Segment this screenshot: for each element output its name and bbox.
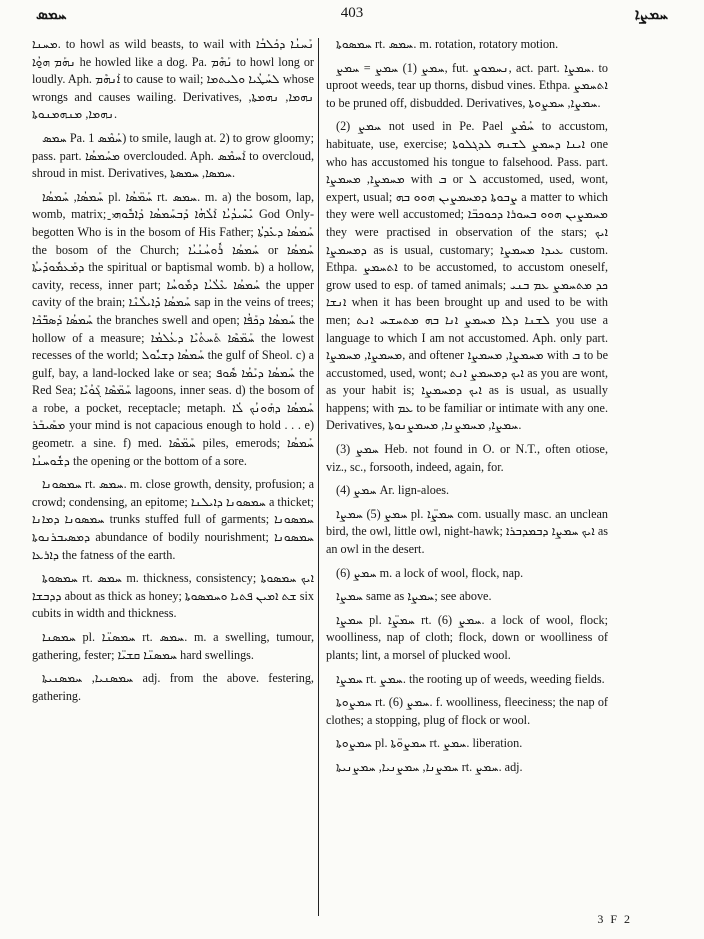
- entry: ܡܚܢܐ. to howl as wild beasts, to wail with ܢܰܚܢܳܐ ܕܟܰܠܒܳܐ ܢܗܰܡ ܗ̱ܘܳܐ he howled like a dog. Pa. ܢܰܗܶܡ to howl long or loudly. Aph. ܐܰܢܗܶܡ to cause to wail; ܠܚܰܛܳܝܐ ܘܠܝܬܡܐ whose wrongs and causes wailing. Derivatives, ܢܗܡܐ, ܢܗܡܬܐ, ܢܗܡܐ, ܡܢܗܡܢܘܬܐ.: [32, 37, 314, 122]
- entry: ܚܡܣܘܬܐ rt. ܚܡܣ. m. rotation, rotatory motion.: [336, 37, 559, 51]
- entry: ܚܡܣܘܬܐ rt. ܚܡܣ m. thickness, consistency; ܐܝܟ ܚܡܣܘܬܐ ܕܕܒܫܐ about as thick as honey; ܫܬ ܐܡܝܢ ܦܬܝܐ ܘܚܡܣܘܬܐ six cubits in width and thickness.: [32, 571, 314, 621]
- entry: ܚܡܣ Pa. ܚܰܡܶܣ 1) to smile, laugh at. 2) to grow gloomy; pass. part. ܡܚܰܡܣܳܐ overclouded. Aph. ܐܰܚܡܶܣ to overcloud, shroud in mist. Derivatives, ܚܡܣܐ, ܚܡܣܬܐ.: [32, 130, 315, 181]
- column-divider: [318, 38, 319, 916]
- entry: ܚܡܣܢܝܐ, ܚܡܣܢܝܬܐ adj. from the above. festering, gathering.: [32, 671, 314, 703]
- entry: ܚܡܣܘܢܐ rt. ܚܡܣ. m. close growth, density, profusion; a crowd; condensing, an epitome; ܚܡܣܘܢܐ ܕܐܝܠܢܐ a thicket; ܚܡܣܘܢܐ ܕܡܐܢܐ trunks stuffed full of garments; ܚܡܣܘܢܐ ܕܡܣܝܒܪܢܘܬܐ abundance of bodily nourishment; ܚܡܣܘܢܐ ܕܐܪܥܐ the fatness of the earth.: [32, 477, 315, 562]
- page-number: 403: [340, 5, 364, 21]
- entry: ܚܡܨܐ same as ܚܡܨܐ; see above.: [336, 589, 492, 604]
- header-right-word: ܚܡܨܐ: [634, 7, 668, 23]
- header-left-word: ܚܡܣ: [36, 7, 67, 23]
- left-column: [32, 36, 314, 711]
- entry: ܚܡܨܐ rt. ܚܡܨ. the rooting up of weeds, weeding fields.: [336, 671, 605, 686]
- entry: ܚܡܣܢܐ pl. ܚܡܣܢ̈ܐ rt. ܚܡܣ. m. a swelling, tumour, gathering, fester; ܚܡܣܢ̈ܐ ܩܫܝ̈ܐ hard swellings.: [32, 630, 314, 662]
- entry: ܚܡܨ (4) Ar. lign-aloes.: [336, 483, 450, 498]
- entry: ܚܡܨ (5) ܚܡܨܐ pl. ܚܡܨ̈ܐ com. usually masc. an unclean bird, the owl, little owl, night-hawk; ܐܝܟ ܚܡܨܐ ܕܒܡܕܒܪܐ as an owl in the desert.: [326, 506, 609, 557]
- entry: ܚܡܨ (2) not used in Pe. Pael ܚܰܡܶܨ to accustom, habituate, use, exercise; ܐܝܢܐ ܕܚܡܨ ܠܫܢܗ ܠܕܓܠܘܬܐ one who has accustomed his tongue to falsehood. Pass. part. ܡܚܡܨܐ, ܡܚܡܨܐ with ܒ or ܠ accustomed, used, wont, expert, usual; ܨܒܘܬܐ ܕܡܚܡܨܝܢ ܗܘܘ ܒܗ a matter to which they were well accustomed; ܡܚܡܨܝܢ ܗܘܘ ܒܚܘܪܐ ܕܟܘܟܒ̈ܐ they were practised in observation of the stars; ܐܝܟ ܕܡܚܡܨܐ as is usual, customary; ܥܝܕܐ ܡܚܡܨܐ custom. Ethpa. ܐܬܚܡܨ to be accustomed, to accustom oneself, grow used to esp. of tamed animals; ܟܕ ܡܬܚܡܨ ܥܡ ܒܢܝ ܐܢܫܐ when it has been brought up and used to be with men; ܠܫܢܐ ܕܠܐ ܡܚܡܨ ܐܢܐ ܒܗ ܡܬܚܫܚ ܐܢܬ you use a language to which I am not accustomed. Aph. only part. ܡܚܡܨܐ, ܡܚܡܨܐ, and oftener ܡܚܡܨܐ, ܡܚܡܨܐ with ܒ to be accustomed, used, wont; ܐܝܟ ܕܡܚܡܨ ܐܢܬ as you are wont, as your habit is; ܐܝܟ ܕܡܚܡܨܐ as is usual, as usually happens; with ܥܡ to be familiar or intimate with any one. Derivatives, ܚܡܨܐ, ܡܚܡܨܢܐ, ܡܚܡܨܢܘܬܐ.: [326, 119, 609, 433]
- entry: ܚܰܡܣܳܐ, ܚܰܡܣܳܐ pl. ܚܰܡ̈ܣܳܐ rt. ܚܡܣ. m. a) the bosom, lap, womb, matrix; ܝܺܚܺܝܕܳܝܳܐ ܐܰܠܳܗܳܐ ܕܰܒܚܰܡܣܳܐ ܕܰܐܒܽܘܗ̱ܝ God Only-begotten Who is in the bosom of His Father; ܚܰܡܣܳܐ ܕܥܺܕܬܳܐ the bosom of the Church; ܚܰܡܣܳܐ ܪܽܘܚܳܢܳܝܳܐ or ܚܰܡܣܳܐ ܕܡܰܥܡܽܘܕܺܝܬܳܐ the spiritual or baptismal womb. b) a hollow, cavity, recess, inner part; ܚܰܡܣܳܐ ܥܶܠܳܝܳܐ ܕܡܽܘܚܳܐ the upper cavity of the brain; ܚܰܡܣܳܐ ܕܺܐܝܠܳܢܶܐ sap in the veins of trees; ܚܰܡܣܳܐ ܕܰܣܒ̈ܰܟܶܐ the branches swell and open; ܚܰܡܣܳܐ ܕܟܰܦܳܐ the hollow of a measure; ܚܰܡ̈ܣܶܐ ܬܰܚܬܳܝܶܐ ܕܥܳܠܡܳܐ the lowest recesses of the world; ܚܰܡܣܳܐ ܕܫܝܽܘܠ the gulf of Sheol. c) a gulf, bay, a land-locked lake or sea; ܚܰܡܣܳܐ ܕܝܰܡܳܐ ܣܽܘܦ the Red Sea; ܚܰܡ̈ܣܶܐ ܓܰܘܳܝܶܐ lagoons, inner seas. d) the bosom of a robe, a pocket, receptacle; metaph. ܚܰܡܣܳܐ ܕܗܰܘܢܳܟ ܠܳܐ ܡܣܰܝܒܰܪ your mind is not capacious enough to hold . . . e) geometr. a sine. f) med. ܚܰܡ̈ܣܶܐ piles, emerods; ܚܰܡܣܳܐ ܕܫܽܘܚܢܳܐ the opening or the bottom of a sore.: [32, 189, 315, 468]
- entry: ܚܡܨܘܬܐ rt. ܚܡܨ (6). f. woolliness, fleeciness; the nap of clothes; a stopping, plug of flock or wool.: [326, 695, 608, 727]
- signature-mark: 3 F 2: [597, 912, 632, 926]
- entry: ܚܡܨ (1) ܚܡܨ = ܚܡܨ, fut. ܢܚܡܘܨ, act. part. ܚܡܨܐ. to uproot weeds, tear up thorns, disbud vines. Ethpa. ܐܬܚܡܨ to be pruned off, disbudded. Derivatives, ܚܡܨܐ, ܚܡܨܘܬܐ.: [326, 60, 608, 110]
- entry: ܚܡܨܘܬܐ pl. ܚܡܨܘ̈ܬܐ rt. ܚܡܨ. liberation.: [336, 736, 523, 751]
- right-column: [326, 36, 608, 783]
- entry: ܚܡܨ (3) Heb. not found in O. or N.T., often otiose, viz., sc., forsooth, indeed, again, for.: [326, 442, 608, 474]
- entry: ܚܡܨܐ pl. ܚܡܨ̈ܐ rt. ܚܡܨ (6). a lock of wool, flock; woolliness, nap of cloth; flock, down or woolliness of plants; lint, a morsel of plucked wool.: [326, 612, 608, 662]
- entry: ܚܡܨܢܐ, ܚܡܨܢܝܐ, ܚܡܨܢܝܬܐ rt. ܚܡܨ. adj.: [336, 759, 523, 774]
- entry: ܚܡܨ (6) m. a lock of wool, flock, nap.: [336, 565, 524, 580]
